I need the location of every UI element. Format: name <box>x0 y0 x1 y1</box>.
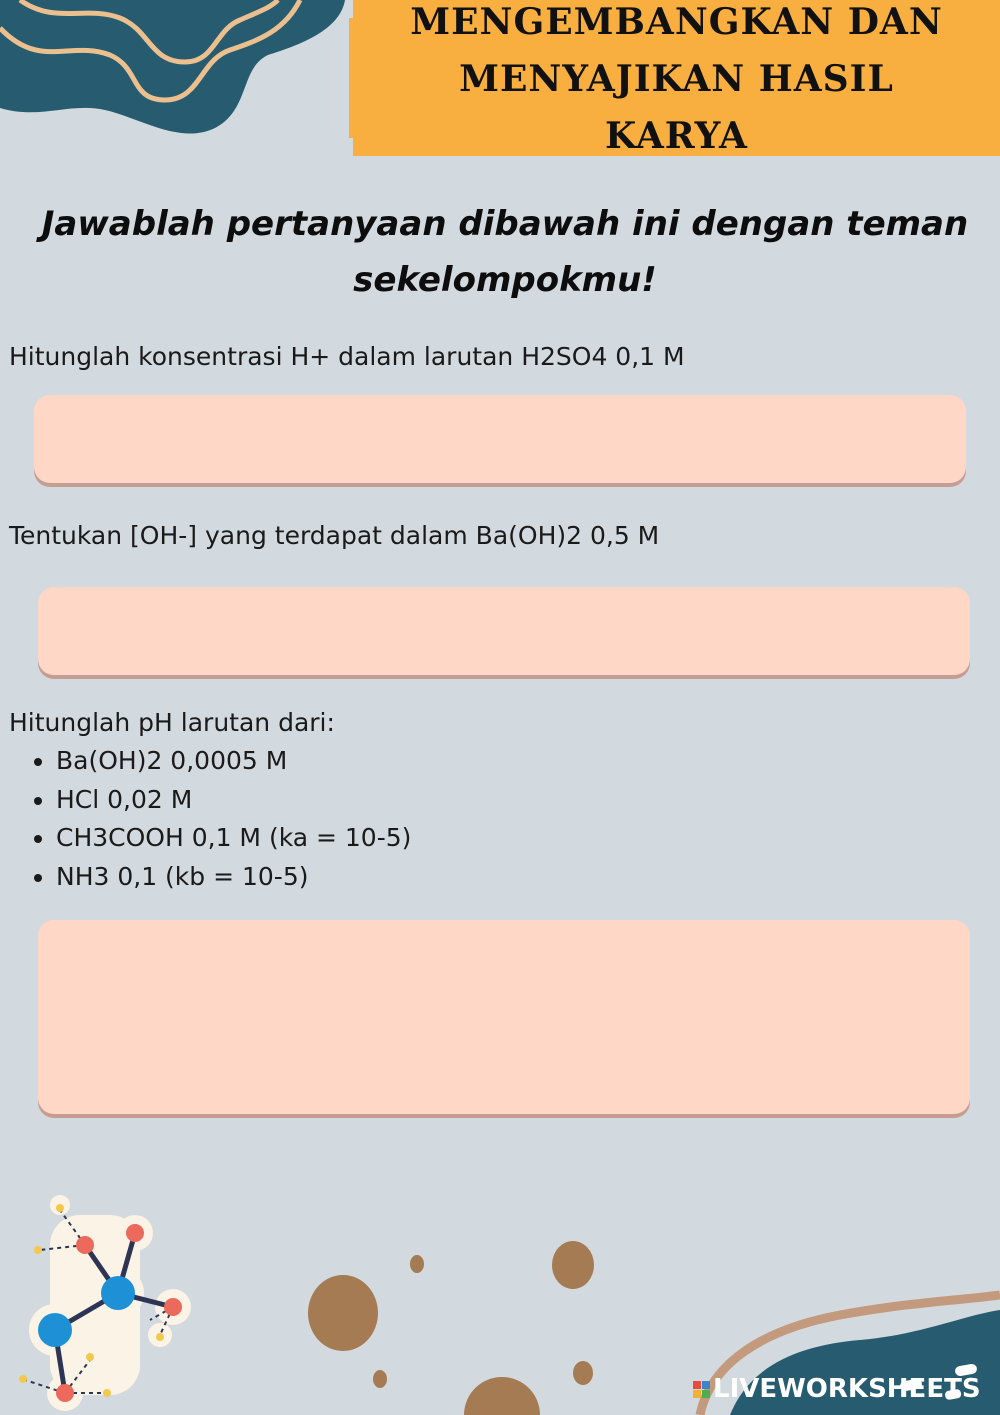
question-3-text: Hitunglah pH larutan dari: <box>9 708 335 737</box>
watermark-text: LIVEWORKSHEETS <box>713 1374 981 1404</box>
dots-decoration <box>300 1235 620 1415</box>
page-title <box>353 0 1000 165</box>
molecule-icon <box>10 1195 200 1415</box>
liveworksheets-watermark[interactable] <box>693 1374 981 1404</box>
question-2-text: Tentukan [OH-] yang terdapat dalam Ba(OH)2 0,5 M <box>9 521 660 550</box>
answer-box-3[interactable] <box>38 920 970 1114</box>
wave-blob-decoration <box>0 0 350 150</box>
title-line: MENGEMBANGKAN DAN <box>410 1 943 43</box>
liveworksheets-logo-icon <box>693 1381 710 1398</box>
question-1-text: Hitunglah konsentrasi H+ dalam larutan H2SO4 0,1 M <box>9 342 685 371</box>
list-item: • HCl 0,02 M <box>56 781 411 820</box>
title-line: MENYAJIKAN HASIL <box>459 58 894 100</box>
answer-box-1[interactable] <box>34 395 966 483</box>
instruction-heading <box>40 196 970 308</box>
instruction-line: Jawablah pertanyaan dibawah ini dengan teman <box>41 204 969 244</box>
title-line: KARYA <box>605 115 748 157</box>
list-item: • NH3 0,1 (kb = 10-5) <box>56 858 411 897</box>
question-3-list <box>25 742 411 896</box>
answer-box-2[interactable] <box>38 587 970 675</box>
list-item: • CH3COOH 0,1 M (ka = 10-5) <box>56 819 411 858</box>
instruction-line: sekelompokmu! <box>353 260 657 300</box>
list-item: • Ba(OH)2 0,0005 M <box>56 742 411 781</box>
